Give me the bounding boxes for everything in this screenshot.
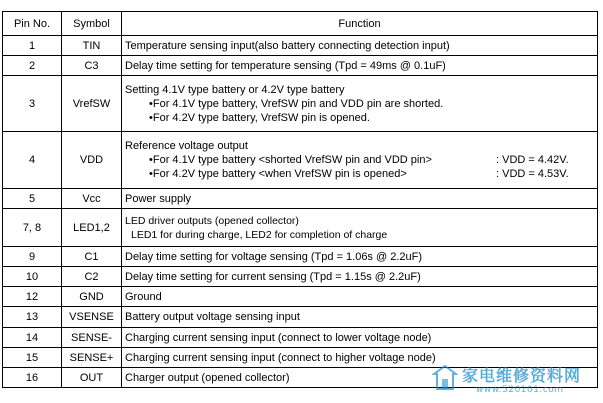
function-bullet: •For 4.2V type battery, VrefSW pin is opened. xyxy=(149,111,370,124)
function-cell: Temperature sensing input(also battery connecting detection input) xyxy=(122,36,598,56)
table-row xyxy=(3,189,598,209)
symbol-cell: C1 xyxy=(62,247,122,267)
pin-cell: 2 xyxy=(3,56,62,76)
watermark-title: 家电维修资料网 xyxy=(462,366,582,385)
pin-cell: 12 xyxy=(3,287,62,307)
symbol-cell: C3 xyxy=(62,56,122,76)
pin-cell: 13 xyxy=(3,307,62,328)
table-row xyxy=(3,76,598,132)
header-symbol: Symbol xyxy=(62,12,122,36)
function-cell: Ground xyxy=(122,287,598,307)
vdd-condition: •For 4.1V type battery <shorted VrefSW pin and VDD pin> xyxy=(149,154,432,166)
function-cell: Charging current sensing input (connect to higher voltage node) xyxy=(122,348,598,368)
table-row xyxy=(3,36,598,56)
pin-cell: 9 xyxy=(3,247,62,267)
pin-function-table xyxy=(2,11,598,388)
header-function: Function xyxy=(122,12,598,36)
table-header-row xyxy=(3,12,598,36)
table-row xyxy=(3,348,598,368)
pin-cell: 5 xyxy=(3,189,62,209)
table-row xyxy=(3,56,598,76)
symbol-cell: TIN xyxy=(62,36,122,56)
pin-cell: 3 xyxy=(3,76,62,132)
pin-cell: 1 xyxy=(3,36,62,56)
function-cell: Delay time setting for temperature sensing (Tpd = 49ms @ 0.1uF) xyxy=(122,56,598,76)
function-bullet xyxy=(125,167,594,181)
symbol-cell: SENSE- xyxy=(62,328,122,348)
pin-cell: 7, 8 xyxy=(3,209,62,247)
function-bullet: LED1 for during charge, LED2 for completion of charge xyxy=(131,228,388,241)
pin-cell: 4 xyxy=(3,132,62,189)
vdd-value: : VDD = 4.42V. xyxy=(496,154,569,166)
symbol-cell: GND xyxy=(62,287,122,307)
function-cell: Power supply xyxy=(122,189,598,209)
pin-cell: 14 xyxy=(3,328,62,348)
table-row xyxy=(3,368,598,388)
function-bullet: •For 4.1V type battery, VrefSW pin and VDD pin are shorted. xyxy=(149,97,444,110)
symbol-cell: C2 xyxy=(62,267,122,287)
symbol-cell: OUT xyxy=(62,368,122,388)
function-cell: Charging current sensing input (connect to lower voltage node) xyxy=(122,328,598,348)
pin-cell: 15 xyxy=(3,348,62,368)
function-cell xyxy=(122,76,598,132)
table-row xyxy=(3,209,598,247)
table-row xyxy=(3,328,598,348)
function-line: Reference voltage output xyxy=(125,140,248,152)
header-pin-no: Pin No. xyxy=(3,12,62,36)
pin-cell: 16 xyxy=(3,368,62,388)
function-cell: Charger output (opened collector) xyxy=(122,368,598,388)
symbol-cell: SENSE+ xyxy=(62,348,122,368)
table-row xyxy=(3,132,598,189)
watermark-url: www.520101.com xyxy=(476,385,564,395)
function-cell: Delay time setting for voltage sensing (Tpd = 1.06s @ 2.2uF) xyxy=(122,247,598,267)
symbol-cell: Vcc xyxy=(62,189,122,209)
symbol-cell: VSENSE xyxy=(62,307,122,328)
vdd-condition: •For 4.2V type battery <when VrefSW pin is opened> xyxy=(149,168,407,180)
function-line: LED driver outputs (opened collector) xyxy=(125,214,299,227)
table-row xyxy=(3,247,598,267)
function-line: Setting 4.1V type battery or 4.2V type battery xyxy=(125,83,345,96)
vdd-value: : VDD = 4.53V. xyxy=(496,168,569,180)
symbol-cell: LED1,2 xyxy=(62,209,122,247)
symbol-cell: VrefSW xyxy=(62,76,122,132)
table-row xyxy=(3,287,598,307)
symbol-cell: VDD xyxy=(62,132,122,189)
pin-cell: 10 xyxy=(3,267,62,287)
function-cell: Battery output voltage sensing input xyxy=(122,307,598,328)
function-bullet xyxy=(125,153,594,167)
function-cell: Delay time setting for current sensing (Tpd = 1.15s @ 2.2uF) xyxy=(122,267,598,287)
table-row xyxy=(3,267,598,287)
function-cell xyxy=(122,209,598,247)
table-row xyxy=(3,307,598,328)
function-cell xyxy=(122,132,598,189)
